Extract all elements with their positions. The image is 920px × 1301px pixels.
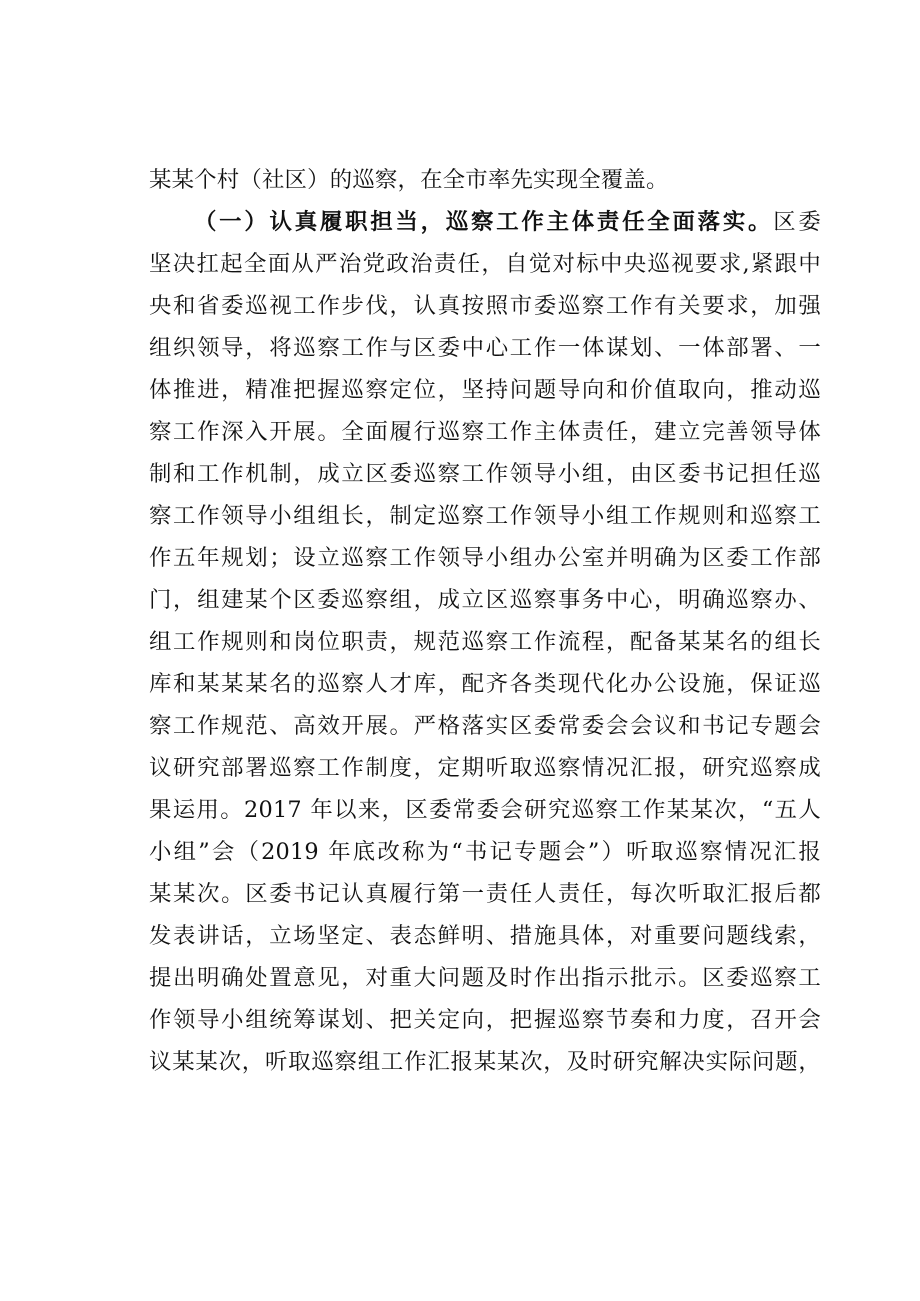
text-line: 某某次。区委书记认真履行第一责任人责任，每次听取汇报后都 [149,881,821,907]
text-line: 果运用。2017 年以来，区委常委会研究巡察工作某某次，“五人 [149,797,821,823]
text-line: 制和工作机制，成立区委巡察工作领导小组，由区委书记担任巡 [149,461,821,487]
text-line: 议研究部署巡察工作制度，定期听取巡察情况汇报，研究巡察成 [149,755,821,781]
text-line: 提出明确处置意见，对重大问题及时作出指示批示。区委巡察工 [149,965,821,991]
text-line: 发表讲话，立场坚定、表态鲜明、措施具体，对重要问题线索， [149,923,821,949]
text-line: 库和某某某名的巡察人才库，配齐各类现代化办公设施，保证巡 [149,671,821,697]
text-line: 察工作规范、高效开展。严格落实区委常委会会议和书记专题会 [149,713,821,739]
text-line: 议某某次，听取巡察组工作汇报某某次，及时研究解决实际问题， [149,1049,821,1075]
text-line: 察工作领导小组组长，制定巡察工作领导小组工作规则和巡察工 [149,503,821,529]
text-line: 组织领导，将巡察工作与区委中心工作一体谋划、一体部署、一 [149,335,821,361]
text-line: 某某个村（社区）的巡察，在全市率先实现全覆盖。 [149,167,669,193]
text-line: 门，组建某个区委巡察组，成立区巡察事务中心，明确巡察办、 [149,587,821,613]
section-heading-line [149,201,821,243]
text-line: 组工作规则和岗位职责，规范巡察工作流程，配备某某名的组长 [149,629,821,655]
text-line: 察工作深入开展。全面履行巡察工作主体责任，建立完善领导体 [149,419,821,445]
text-line: 央和省委巡视工作步伐，认真按照市委巡察工作有关要求，加强 [149,293,821,319]
text-line: 体推进，精准把握巡察定位，坚持问题导向和价值取向，推动巡 [149,377,821,403]
text-line: 作五年规划；设立巡察工作领导小组办公室并明确为区委工作部 [149,545,821,571]
text-line: 作领导小组统筹谋划、把关定向，把握巡察节奏和力度，召开会 [149,1007,821,1033]
text-line: 坚决扛起全面从严治党政治责任，自觉对标中央巡视要求,紧跟中 [149,251,821,277]
section-heading: （一）认真履职担当，巡察工作主体责任全面落实。 [194,209,774,235]
text-line: 小组”会（2019 年底改称为“书记专题会”）听取巡察情况汇报 [149,839,821,865]
body-text [149,159,821,1083]
text-line-tail: 区委 [773,209,821,235]
